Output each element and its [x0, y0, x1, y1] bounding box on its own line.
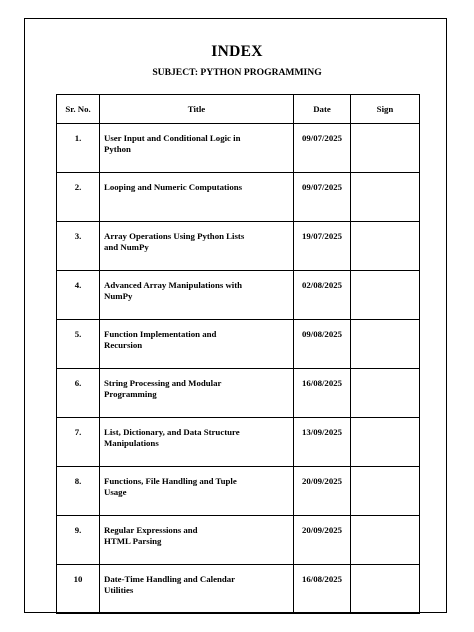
row-number: 5. — [57, 320, 100, 369]
row-title — [100, 222, 294, 271]
table-header-row — [57, 95, 420, 124]
row-title-line: Date-Time Handling and Calendar — [104, 574, 236, 584]
row-sign — [351, 271, 420, 320]
header-sr-no: Sr. No. — [57, 95, 100, 124]
table-row — [57, 369, 420, 418]
row-date: 16/08/2025 — [294, 565, 351, 614]
table-row — [57, 124, 420, 173]
row-title — [100, 369, 294, 418]
row-date: 09/07/2025 — [294, 124, 351, 173]
row-title-line: Regular Expressions and — [104, 525, 198, 535]
row-title-line: User Input and Conditional Logic in — [104, 133, 241, 143]
page-title: INDEX — [211, 43, 263, 60]
row-title-line: NumPy — [104, 290, 133, 301]
row-title-line: Looping and Numeric Computations — [104, 182, 243, 192]
header-date: Date — [294, 95, 351, 124]
row-title-line: Programming — [104, 388, 157, 399]
index-table — [56, 94, 420, 614]
table-row — [57, 222, 420, 271]
row-title — [100, 418, 294, 467]
row-sign — [351, 124, 420, 173]
row-title-line: Array Operations Using Python Lists — [104, 231, 245, 241]
row-date: 13/09/2025 — [294, 418, 351, 467]
row-sign — [351, 516, 420, 565]
row-title — [100, 565, 294, 614]
row-number: 10 — [57, 565, 100, 614]
row-date: 20/09/2025 — [294, 467, 351, 516]
row-title — [100, 271, 294, 320]
subject-heading: SUBJECT: PYTHON PROGRAMMING — [152, 67, 322, 78]
row-title-line: Advanced Array Manipulations with — [104, 280, 243, 290]
row-title-line: Recursion — [104, 339, 143, 350]
row-number: 7. — [57, 418, 100, 467]
row-number: 4. — [57, 271, 100, 320]
row-date: 20/09/2025 — [294, 516, 351, 565]
row-sign — [351, 418, 420, 467]
row-number: 8. — [57, 467, 100, 516]
table-row — [57, 565, 420, 614]
row-title-line: Python — [104, 143, 131, 154]
table-body — [57, 124, 420, 614]
row-number: 3. — [57, 222, 100, 271]
table-row — [57, 173, 420, 222]
row-date: 09/07/2025 — [294, 173, 351, 222]
row-title-line: String Processing and Modular — [104, 378, 222, 388]
row-sign — [351, 565, 420, 614]
row-title — [100, 467, 294, 516]
row-number: 1. — [57, 124, 100, 173]
row-sign — [351, 467, 420, 516]
table-row — [57, 467, 420, 516]
row-sign — [351, 320, 420, 369]
row-title-line: and NumPy — [104, 241, 149, 252]
row-title — [100, 173, 294, 222]
row-sign — [351, 222, 420, 271]
row-number: 6. — [57, 369, 100, 418]
header-title: Title — [100, 95, 294, 124]
row-date: 16/08/2025 — [294, 369, 351, 418]
header-sign: Sign — [351, 95, 420, 124]
row-title-line: Manipulations — [104, 437, 159, 448]
row-sign — [351, 369, 420, 418]
row-title-line: Functions, File Handling and Tuple — [104, 476, 237, 486]
row-title-line: Utilities — [104, 584, 134, 595]
row-number: 9. — [57, 516, 100, 565]
row-title — [100, 320, 294, 369]
row-title — [100, 516, 294, 565]
row-number: 2. — [57, 173, 100, 222]
row-date: 09/08/2025 — [294, 320, 351, 369]
row-title-line: Function Implementation and — [104, 329, 217, 339]
table-row — [57, 516, 420, 565]
table-row — [57, 320, 420, 369]
row-date: 19/07/2025 — [294, 222, 351, 271]
table-row — [57, 418, 420, 467]
row-sign — [351, 173, 420, 222]
row-date: 02/08/2025 — [294, 271, 351, 320]
row-title — [100, 124, 294, 173]
row-title-line: List, Dictionary, and Data Structure — [104, 427, 240, 437]
row-title-line: HTML Parsing — [104, 535, 162, 546]
table-row — [57, 271, 420, 320]
row-title-line: Usage — [104, 486, 127, 497]
